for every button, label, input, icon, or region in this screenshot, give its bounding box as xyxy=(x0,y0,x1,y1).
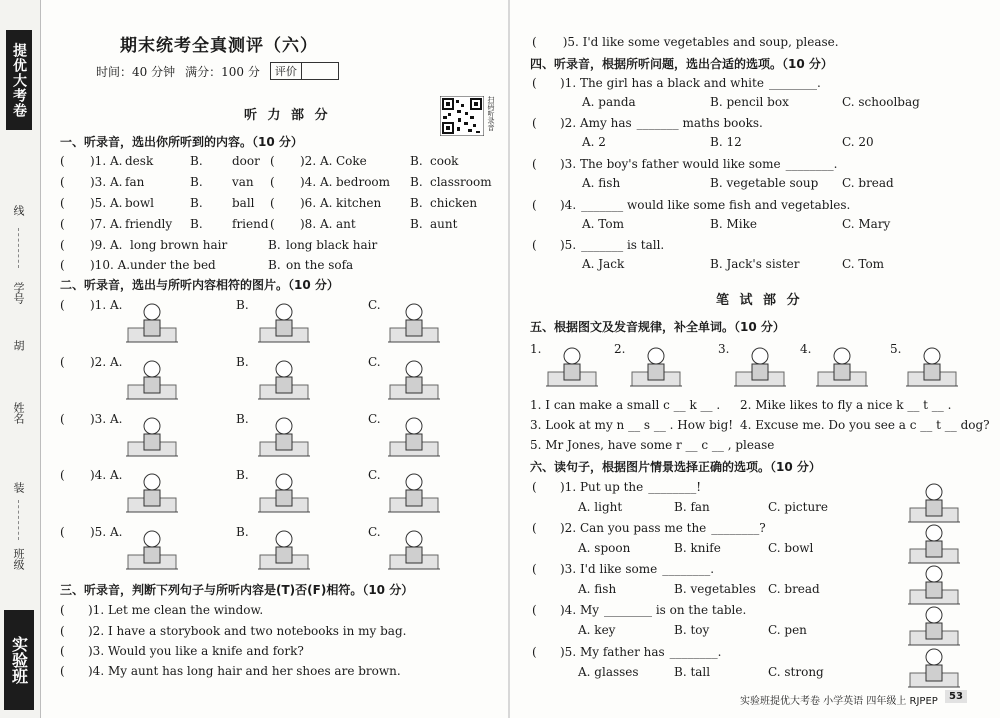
answer-blank[interactable]: ________ is on the table. xyxy=(604,603,747,617)
s1-item-text: van xyxy=(232,175,254,189)
option-a: A. light xyxy=(578,500,623,514)
answer-paren[interactable]: ( xyxy=(532,35,537,49)
s1-item-text: classroom xyxy=(430,175,492,189)
option-b: B. tall xyxy=(674,665,711,679)
answer-blank[interactable]: ________. xyxy=(662,562,715,576)
s1-item-text: B. xyxy=(268,238,281,252)
s1-item-text: ant xyxy=(336,217,356,231)
s5-number: 4. xyxy=(800,342,812,356)
section-1-title: 一、听录音，选出你所听到的内容。（10 分） xyxy=(60,135,303,149)
option-c-label: C. xyxy=(368,355,381,369)
answer-paren[interactable]: ( xyxy=(532,238,537,252)
answer-paren[interactable]: ( xyxy=(532,116,537,130)
answer-paren[interactable]: ( xyxy=(270,175,275,189)
binding-margin xyxy=(0,0,41,718)
s3-item-text: )4. My aunt has long hair and her shoes are brown. xyxy=(88,664,401,678)
s1-item-text: kitchen xyxy=(336,196,382,210)
exam-time: 时间：40 分钟 xyxy=(96,64,176,79)
living-room-icon xyxy=(384,412,444,460)
option-b-label: B. xyxy=(236,468,249,482)
answer-paren[interactable]: ( xyxy=(60,298,65,312)
kite-icon xyxy=(626,342,686,390)
option-c: C. strong xyxy=(768,665,824,679)
answer-paren[interactable]: ( xyxy=(270,154,275,168)
s6-question xyxy=(560,562,714,576)
s1-item-text: B. xyxy=(268,258,281,272)
option-a: A. key xyxy=(578,623,616,637)
answer-paren[interactable]: ( xyxy=(532,76,537,90)
s2-item-label: )1. A. xyxy=(90,298,123,312)
option-c: C. picture xyxy=(768,500,829,514)
answer-paren[interactable]: ( xyxy=(532,562,537,576)
s4-question-text: )2. Amy has xyxy=(560,116,632,130)
answer-paren[interactable]: ( xyxy=(532,603,537,617)
s6-question xyxy=(560,603,746,617)
s1-item-text: B. xyxy=(410,196,423,210)
s4-question xyxy=(560,76,821,90)
s1-item-text: door xyxy=(232,154,260,168)
s1-item-text: )1. A. xyxy=(90,154,123,168)
answer-paren[interactable]: ( xyxy=(270,196,275,210)
s1-item-text: )4. A. xyxy=(300,175,333,189)
option-b-label: B. xyxy=(236,355,249,369)
s5-sentence: 5. Mr Jones, have some r __ c __ , please xyxy=(530,438,775,452)
s6-question-text: )2. Can you pass me the xyxy=(560,521,707,535)
option-b: B. pencil box xyxy=(710,95,789,109)
margin-label-name: 姓名 xyxy=(12,402,25,424)
s4-question xyxy=(560,238,664,252)
option-c: C. Mary xyxy=(842,217,891,231)
rating-box[interactable] xyxy=(270,62,339,80)
s1-item-text: )3. A. xyxy=(90,175,123,189)
answer-paren[interactable]: ( xyxy=(60,603,65,617)
brand-logo-top: 提优大考卷 xyxy=(6,30,32,130)
businessman-phone-icon xyxy=(384,525,444,573)
margin-label-number: 学号 xyxy=(12,282,25,304)
s2-item-label: )3. A. xyxy=(90,412,123,426)
s3-item-5 xyxy=(532,35,839,49)
s1-item-text: cook xyxy=(430,154,459,168)
section-2-title: 二、听录音，选出与所听内容相符的图片。（10 分） xyxy=(60,278,339,292)
option-a: A. Jack xyxy=(582,257,625,271)
s1-item-text: Coke xyxy=(336,154,367,168)
s4-question-text: )3. The boy's father would like some xyxy=(560,157,781,171)
s2-item-label: )4. A. xyxy=(90,468,123,482)
answer-paren[interactable]: ( xyxy=(532,645,537,659)
table-icon xyxy=(904,601,964,649)
option-c: C. Tom xyxy=(842,257,885,271)
s1-item-text: desk xyxy=(125,154,154,168)
office-man-icon xyxy=(122,525,182,573)
answer-paren[interactable]: ( xyxy=(60,196,65,210)
option-c: C. bread xyxy=(768,582,820,596)
exam-score: 满分：100 分 xyxy=(185,64,260,79)
section-5-title: 五、根据图文及发音规律，补全单词。（10 分） xyxy=(530,320,785,334)
s1-item-text: ball xyxy=(232,196,255,210)
answer-paren[interactable]: ( xyxy=(532,198,537,212)
pilot-icon xyxy=(384,468,444,516)
option-b-label: B. xyxy=(236,298,249,312)
lobster-icon xyxy=(122,298,182,346)
s1-item-text: B. xyxy=(190,196,203,210)
margin-cut-line xyxy=(18,228,20,268)
margin-label-class: 班级 xyxy=(12,548,25,570)
s6-question-text: )1. Put up the xyxy=(560,480,644,494)
s5-number: 3. xyxy=(718,342,730,356)
option-a: A. fish xyxy=(582,176,621,190)
margin-label-bind: 装 xyxy=(12,482,25,493)
answer-blank[interactable]: ________. xyxy=(785,157,838,171)
answer-blank[interactable]: ________? xyxy=(711,521,766,535)
s4-question xyxy=(560,116,763,130)
teacher-board-icon xyxy=(254,468,314,516)
s1-item-text: )2. A. xyxy=(300,154,333,168)
option-a: A. 2 xyxy=(582,135,606,149)
option-a: A. panda xyxy=(582,95,636,109)
s4-question-text: )5. xyxy=(560,238,577,252)
s3-item-5-text: )5. I'd like some vegetables and soup, please. xyxy=(562,35,839,49)
s1-item-text: )6. A. xyxy=(300,196,333,210)
s1-item-text: chicken xyxy=(430,196,478,210)
s1-item-text: aunt xyxy=(430,217,458,231)
answer-paren[interactable]: ( xyxy=(60,355,65,369)
s5-sentence: 4. Excuse me. Do you see a c __ t __ dog? xyxy=(740,418,990,432)
girl-drawing-icon xyxy=(254,355,314,403)
steak-icon xyxy=(254,298,314,346)
option-c-label: C. xyxy=(368,298,381,312)
waitress-icon xyxy=(122,468,182,516)
s1-item-text: long brown hair xyxy=(130,238,228,252)
s6-question xyxy=(560,521,766,535)
s1-item-text: B. xyxy=(190,154,203,168)
option-c: C. bread xyxy=(842,176,894,190)
option-b: B. knife xyxy=(674,541,721,555)
option-a: A. Tom xyxy=(582,217,624,231)
s1-item-text: B. xyxy=(190,217,203,231)
writing-part-title: 笔 试 部 分 xyxy=(716,293,803,308)
answer-blank[interactable]: _______ is tall. xyxy=(581,238,665,252)
answer-paren[interactable]: ( xyxy=(60,175,65,189)
option-c-label: C. xyxy=(368,468,381,482)
s1-item-text: B. xyxy=(190,175,203,189)
s1-item-text: long black hair xyxy=(286,238,378,252)
answer-paren[interactable]: ( xyxy=(60,664,65,678)
answer-paren[interactable]: ( xyxy=(60,217,65,231)
answer-blank[interactable]: _______ maths books. xyxy=(636,116,763,130)
answer-paren[interactable]: ( xyxy=(532,521,537,535)
s1-item-text: )5. A. xyxy=(90,196,123,210)
s6-question xyxy=(560,480,701,494)
option-b: B. Jack's sister xyxy=(710,257,800,271)
option-c-label: C. xyxy=(368,525,381,539)
s1-item-text: bedroom xyxy=(336,175,391,189)
s1-item-text: friendly xyxy=(125,217,173,231)
cute-dog-icon xyxy=(812,342,872,390)
s5-sentence: 2. Mike likes to fly a nice k __ t __ . xyxy=(740,398,952,412)
window-cleaning-icon xyxy=(384,355,444,403)
option-c: C. schoolbag xyxy=(842,95,920,109)
option-a: A. glasses xyxy=(578,665,639,679)
s1-item-text: B. xyxy=(410,154,423,168)
answer-blank[interactable]: ________! xyxy=(648,480,702,494)
bathroom-icon xyxy=(122,412,182,460)
exam-title: 期末统考全真测评（六） xyxy=(120,36,318,56)
s5-number: 1. xyxy=(530,342,542,356)
option-c: C. 20 xyxy=(842,135,874,149)
s5-number: 2. xyxy=(614,342,626,356)
s3-item-text: )1. Let me clean the window. xyxy=(88,603,264,617)
answer-paren[interactable]: ( xyxy=(60,468,65,482)
option-b: B. Mike xyxy=(710,217,757,231)
s2-item-label: )2. A. xyxy=(90,355,123,369)
s6-question-text: )5. My father has xyxy=(560,645,665,659)
answer-blank[interactable]: _______ would like some fish and vegetables. xyxy=(581,198,851,212)
brand-logo-bottom: 实验班 xyxy=(4,610,34,710)
margin-label-mark: 胡 xyxy=(12,340,25,351)
exam-meta xyxy=(96,62,339,80)
footer-text: 实验班提优大考卷 小学英语 四年级上 RJPEP xyxy=(740,696,938,707)
option-c-label: C. xyxy=(368,412,381,426)
cupcake-icon xyxy=(542,342,602,390)
margin-label-line: 线 xyxy=(12,205,25,216)
option-b: B. fan xyxy=(674,500,710,514)
s1-item-text: B. xyxy=(410,217,423,231)
answer-paren[interactable]: ( xyxy=(60,525,65,539)
s1-item-text: bowl xyxy=(125,196,155,210)
option-b: B. vegetables xyxy=(674,582,756,596)
answer-paren[interactable]: ( xyxy=(60,238,65,252)
rice-bowl-icon xyxy=(902,342,962,390)
s4-question xyxy=(560,157,837,171)
s5-sentence: 3. Look at my n __ s __ . How big! xyxy=(530,418,734,432)
s2-item-label: )5. A. xyxy=(90,525,123,539)
s1-item-text: on the sofa xyxy=(286,258,354,272)
answer-paren[interactable]: ( xyxy=(60,154,65,168)
study-room-icon xyxy=(254,412,314,460)
elephant-nose-icon xyxy=(730,342,790,390)
option-a: A. fish xyxy=(578,582,617,596)
s6-question-text: )3. I'd like some xyxy=(560,562,658,576)
option-b: B. toy xyxy=(674,623,710,637)
rating-label: 评价 xyxy=(271,63,302,79)
answer-paren[interactable]: ( xyxy=(532,480,537,494)
milk-carton-icon xyxy=(384,298,444,346)
s1-item-text: )10. A. xyxy=(90,258,131,272)
answer-paren[interactable]: ( xyxy=(60,258,65,272)
s1-item-text: )9. A. xyxy=(90,238,123,252)
answer-blank[interactable]: ________. xyxy=(768,76,821,90)
section-4-title: 四、听录音，根据所听问题，选出合适的选项。（10 分） xyxy=(530,57,833,71)
s1-item-text: under the bed xyxy=(130,258,216,272)
s3-item-text: )3. Would you like a knife and fork? xyxy=(88,644,304,658)
answer-paren[interactable]: ( xyxy=(270,217,275,231)
option-c: C. bowl xyxy=(768,541,814,555)
answer-paren[interactable]: ( xyxy=(60,412,65,426)
s6-question xyxy=(560,645,722,659)
section-3-title: 三、听录音，判断下列句子与所听内容是(T)否(F)相符。（10 分） xyxy=(60,583,414,597)
s4-question-text: )4. xyxy=(560,198,577,212)
s1-item-text: fan xyxy=(125,175,145,189)
s1-item-text: B. xyxy=(410,175,423,189)
glasses-icon xyxy=(904,643,964,691)
s5-number: 5. xyxy=(890,342,902,356)
option-c: C. pen xyxy=(768,623,807,637)
s1-item-text: )8. A. xyxy=(300,217,333,231)
qr-code-icon[interactable] xyxy=(440,96,484,136)
page-number: 53 xyxy=(945,690,967,703)
answer-paren[interactable]: ( xyxy=(60,644,65,658)
s1-item-text: )7. A. xyxy=(90,217,123,231)
s4-question xyxy=(560,198,850,212)
s4-question-text: )1. The girl has a black and white xyxy=(560,76,764,90)
answer-paren[interactable]: ( xyxy=(60,624,65,638)
section-6-title: 六、读句子，根据图片情景选择正确的选项。（10 分） xyxy=(530,460,821,474)
option-b-label: B. xyxy=(236,412,249,426)
chubby-man-icon xyxy=(254,525,314,573)
s3-item-text: )2. I have a storybook and two notebooks in my bag. xyxy=(88,624,407,638)
computer-user-icon xyxy=(122,355,182,403)
page-spine xyxy=(508,0,510,718)
qr-caption: 扫码听录音 xyxy=(487,96,495,131)
answer-blank[interactable]: ________. xyxy=(669,645,722,659)
option-b: B. 12 xyxy=(710,135,742,149)
listening-part-title: 听 力 部 分 xyxy=(244,108,331,123)
answer-paren[interactable]: ( xyxy=(532,157,537,171)
option-b-label: B. xyxy=(236,525,249,539)
margin-cut-line xyxy=(18,500,20,540)
s6-question-text: )4. My xyxy=(560,603,600,617)
option-a: A. spoon xyxy=(578,541,631,555)
s5-sentence: 1. I can make a small c __ k __ . xyxy=(530,398,721,412)
s1-item-text: friend xyxy=(232,217,269,231)
option-b: B. vegetable soup xyxy=(710,176,819,190)
